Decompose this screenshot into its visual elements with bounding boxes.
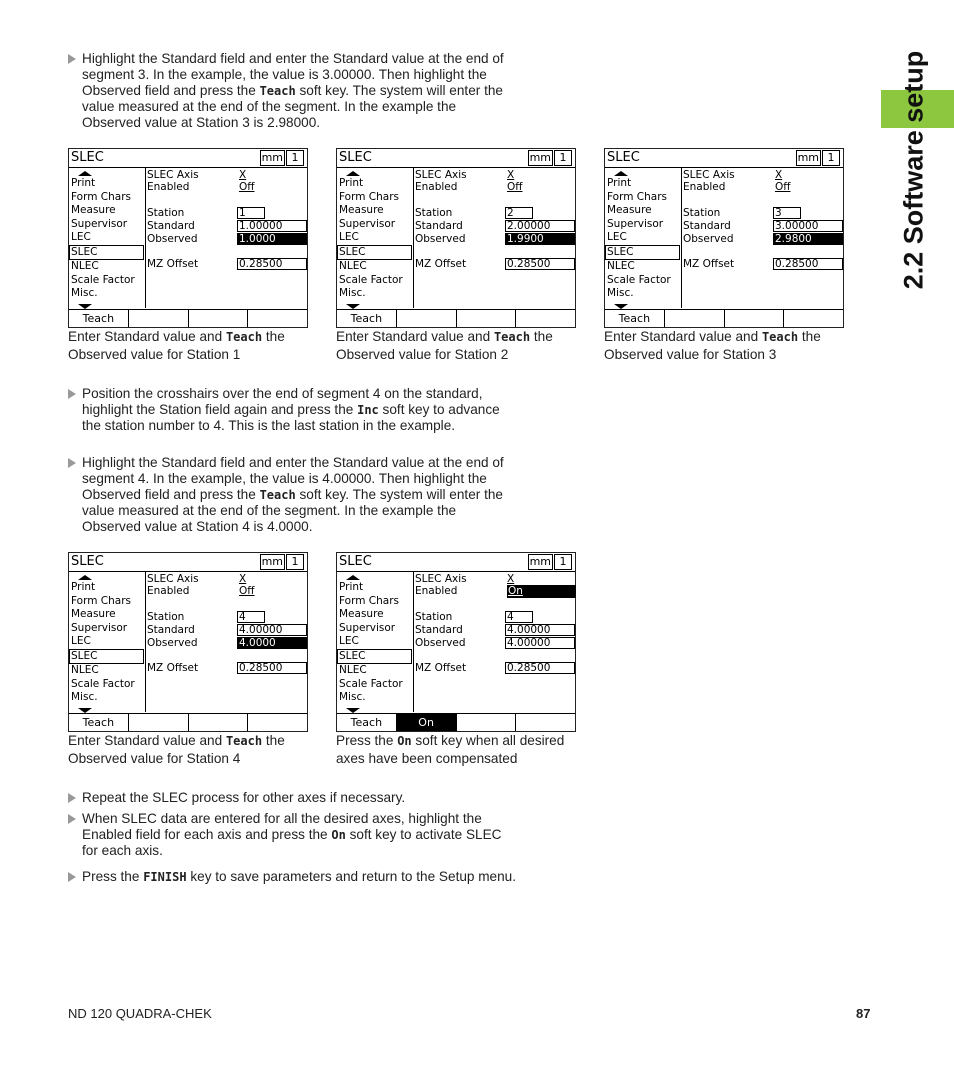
axis-value[interactable]: X (507, 169, 515, 181)
unit-indicator: mm (261, 151, 283, 164)
scroll-up-icon[interactable] (606, 169, 680, 177)
menu-item[interactable]: Print (71, 581, 96, 593)
observed-label: Observed (147, 233, 198, 245)
menu-item[interactable]: Form Chars (71, 190, 131, 203)
menu-item[interactable]: Supervisor (71, 621, 128, 634)
menu-item[interactable]: SLEC (337, 245, 412, 261)
softkey-4[interactable] (784, 310, 843, 327)
axis-value[interactable]: X (239, 169, 247, 181)
observed-label: Observed (683, 233, 734, 245)
station-label: Station (415, 207, 453, 219)
menu-item[interactable]: Scale Factor (607, 273, 671, 286)
slec-axis-label: SLEC Axis (147, 169, 199, 181)
scroll-up-icon[interactable] (70, 573, 144, 581)
mz-offset-label: MZ Offset (147, 258, 199, 270)
menu-item[interactable]: Form Chars (607, 190, 667, 203)
menu-item[interactable]: NLEC (607, 260, 635, 272)
unit-indicator: mm (529, 555, 551, 568)
screen-title: SLEC (339, 554, 372, 569)
mz-offset-field[interactable]: 0.28500 (237, 662, 307, 674)
menu-item[interactable]: Scale Factor (339, 677, 403, 690)
menu-item[interactable]: Misc. (71, 691, 98, 703)
enabled-label: Enabled (415, 181, 458, 193)
instruction-4: Repeat the SLEC process for other axes if necessary. (68, 790, 518, 806)
screen-title: SLEC (607, 150, 640, 165)
screen-caption: Enter Standard value and Teach the Observed value for Station 3 (604, 329, 821, 362)
teach-softkey[interactable]: Teach (337, 714, 397, 731)
screen-title: SLEC (71, 150, 104, 165)
menu-item[interactable]: Form Chars (339, 594, 399, 607)
softkey-3[interactable] (189, 714, 249, 731)
bullet-arrow-icon (68, 814, 76, 824)
softkey-bar (69, 713, 307, 731)
footer-product: ND 120 QUADRA-CHEK (68, 1006, 212, 1021)
enabled-label: Enabled (415, 585, 458, 597)
menu-item[interactable]: Misc. (339, 287, 366, 299)
menu-item[interactable]: Print (339, 177, 364, 189)
mz-offset-label: MZ Offset (415, 662, 467, 674)
softkey-2[interactable] (129, 714, 189, 731)
standard-label: Standard (147, 220, 195, 232)
enabled-field[interactable]: Off (239, 181, 255, 193)
standard-field[interactable]: 1.00000 (237, 220, 307, 232)
slec-axis-label: SLEC Axis (415, 169, 467, 181)
unit-indicator: mm (797, 151, 819, 164)
menu-item[interactable]: Scale Factor (339, 273, 403, 286)
standard-field[interactable]: 4.00000 (505, 624, 575, 636)
softkey-2[interactable] (129, 310, 189, 327)
softkey-2[interactable] (397, 310, 457, 327)
unit-indicator: mm (529, 151, 551, 164)
slec-screen (604, 148, 844, 328)
slec-screen (336, 552, 576, 732)
enabled-label: Enabled (683, 181, 726, 193)
setup-menu (606, 169, 680, 309)
menu-item[interactable]: Form Chars (71, 594, 131, 607)
scroll-down-icon[interactable] (606, 301, 680, 309)
softkey-4[interactable] (516, 714, 575, 731)
bullet-arrow-icon (68, 54, 76, 64)
teach-softkey[interactable]: Teach (69, 714, 129, 731)
observed-label: Observed (415, 233, 466, 245)
station-label: Station (147, 207, 185, 219)
menu-item[interactable]: Supervisor (339, 621, 396, 634)
menu-item[interactable]: NLEC (339, 260, 367, 272)
bullet-arrow-icon (68, 389, 76, 399)
menu-item[interactable]: SLEC (605, 245, 680, 261)
softkey-4[interactable] (248, 714, 307, 731)
axis-number-indicator: 1 (822, 150, 840, 166)
page-number: 87 (856, 1006, 871, 1021)
menu-item[interactable]: Measure (339, 204, 384, 216)
menu-item[interactable]: Measure (71, 608, 116, 620)
softkey-3[interactable] (457, 310, 517, 327)
scroll-up-icon[interactable] (338, 573, 412, 581)
menu-item[interactable]: Print (607, 177, 632, 189)
screen-caption: Press the On soft key when all desired axes have been compensated (336, 733, 565, 766)
instruction-3: Highlight the Standard field and enter the Standard value at the end of segment 4. In the example, the value is 4.00000. Then highlight the Observed field and press the Teach soft key. The system will enter the value measured at the end of the segment. In the example the Observed value at Station 4 is 4.0000. (68, 455, 518, 535)
softkey-bar (605, 309, 843, 327)
enabled-field[interactable]: Off (775, 181, 791, 193)
station-field[interactable]: 3 (773, 207, 801, 219)
menu-item[interactable]: Misc. (607, 287, 634, 299)
enabled-field[interactable]: On (507, 585, 576, 598)
bullet-arrow-icon (68, 793, 76, 803)
station-label: Station (147, 611, 185, 623)
menu-item[interactable]: Measure (71, 204, 116, 216)
menu-item[interactable]: Scale Factor (71, 677, 135, 690)
slec-axis-label: SLEC Axis (415, 573, 467, 585)
softkey-3[interactable] (725, 310, 785, 327)
enabled-field[interactable]: Off (239, 585, 255, 597)
mz-offset-label: MZ Offset (147, 662, 199, 674)
screen-caption: Enter Standard value and Teach the Observed value for Station 1 (68, 329, 285, 362)
softkey-3[interactable] (189, 310, 249, 327)
standard-field[interactable]: 2.00000 (505, 220, 575, 232)
softkey-bar (337, 309, 575, 327)
mz-offset-field[interactable]: 0.28500 (773, 258, 843, 270)
station-field[interactable]: 1 (237, 207, 265, 219)
teach-softkey[interactable]: Teach (605, 310, 665, 327)
setup-menu (70, 573, 144, 713)
enabled-field[interactable]: Off (507, 181, 523, 193)
menu-item[interactable]: LEC (339, 635, 359, 647)
softkey-3[interactable] (457, 714, 517, 731)
instruction-6: Press the FINISH key to save parameters and return to the Setup menu. (68, 869, 518, 885)
slec-screen (68, 148, 308, 328)
scroll-up-icon[interactable] (70, 169, 144, 177)
observed-label: Observed (147, 637, 198, 649)
softkey-4[interactable] (516, 310, 575, 327)
softkey-2[interactable] (665, 310, 725, 327)
screen-title: SLEC (339, 150, 372, 165)
station-label: Station (683, 207, 721, 219)
scroll-down-icon[interactable] (338, 705, 412, 713)
teach-softkey[interactable]: Teach (69, 310, 129, 327)
menu-item[interactable]: Measure (607, 204, 652, 216)
menu-item[interactable]: Supervisor (607, 217, 664, 230)
mz-offset-field[interactable]: 0.28500 (237, 258, 307, 270)
standard-label: Standard (147, 624, 195, 636)
mz-offset-field[interactable]: 0.28500 (505, 258, 575, 270)
menu-item[interactable]: Form Chars (339, 190, 399, 203)
setup-menu (338, 573, 412, 713)
standard-label: Standard (415, 624, 463, 636)
menu-item[interactable]: SLEC (69, 245, 144, 261)
softkey-bar (69, 309, 307, 327)
standard-field[interactable]: 3.00000 (773, 220, 843, 232)
setup-menu (338, 169, 412, 309)
observed-label: Observed (415, 637, 466, 649)
axis-number-indicator: 1 (554, 554, 572, 570)
menu-item[interactable]: SLEC (69, 649, 144, 665)
instruction-5: When SLEC data are entered for all the desired axes, highlight the Enabled field for each axis and press the On soft key to activate SLEC for each axis. (68, 811, 518, 859)
menu-item[interactable]: Measure (339, 608, 384, 620)
station-label: Station (415, 611, 453, 623)
mz-offset-label: MZ Offset (415, 258, 467, 270)
observed-field[interactable]: 4.0000 (237, 637, 307, 649)
menu-item[interactable]: Supervisor (71, 217, 128, 230)
axis-value[interactable]: X (239, 573, 247, 585)
softkey-2[interactable]: On (397, 714, 457, 731)
menu-item[interactable]: Supervisor (339, 217, 396, 230)
softkey-4[interactable] (248, 310, 307, 327)
standard-field[interactable]: 4.00000 (237, 624, 307, 636)
station-field[interactable]: 4 (237, 611, 265, 623)
bullet-arrow-icon (68, 458, 76, 468)
menu-item[interactable]: LEC (339, 231, 359, 243)
slec-axis-label: SLEC Axis (683, 169, 735, 181)
axis-number-indicator: 1 (286, 150, 304, 166)
menu-item[interactable]: NLEC (71, 260, 99, 272)
bullet-arrow-icon (68, 872, 76, 882)
station-field[interactable]: 4 (505, 611, 533, 623)
softkey-bar (337, 713, 575, 731)
menu-item[interactable]: Print (339, 581, 364, 593)
menu-item[interactable]: Scale Factor (71, 273, 135, 286)
slec-screen (68, 552, 308, 732)
scroll-down-icon[interactable] (70, 301, 144, 309)
axis-number-indicator: 1 (286, 554, 304, 570)
scroll-up-icon[interactable] (338, 169, 412, 177)
menu-item[interactable]: LEC (607, 231, 627, 243)
menu-item[interactable]: LEC (71, 635, 91, 647)
menu-item[interactable]: Misc. (339, 691, 366, 703)
enabled-label: Enabled (147, 585, 190, 597)
axis-number-indicator: 1 (554, 150, 572, 166)
menu-item[interactable]: LEC (71, 231, 91, 243)
instruction-1: Highlight the Standard field and enter the Standard value at the end of segment 3. In the example, the value is 3.00000. Then highlight the Observed field and press the Teach soft key. The system will enter the value measured at the end of the segment. In the example the Observed value at Station 3 is 2.98000. (68, 51, 518, 131)
menu-item[interactable]: NLEC (339, 664, 367, 676)
station-field[interactable]: 2 (505, 207, 533, 219)
menu-item[interactable]: SLEC (337, 649, 412, 665)
mz-offset-label: MZ Offset (683, 258, 735, 270)
screen-caption: Enter Standard value and Teach the Observed value for Station 4 (68, 733, 285, 766)
observed-field[interactable]: 4.00000 (505, 637, 575, 649)
screen-caption: Enter Standard value and Teach the Observed value for Station 2 (336, 329, 553, 362)
axis-value[interactable]: X (507, 573, 515, 585)
scroll-down-icon[interactable] (70, 705, 144, 713)
observed-field[interactable]: 1.9900 (505, 233, 575, 245)
menu-item[interactable]: NLEC (71, 664, 99, 676)
axis-value[interactable]: X (775, 169, 783, 181)
menu-item[interactable]: Misc. (71, 287, 98, 299)
menu-item[interactable]: Print (71, 177, 96, 189)
instruction-2: Position the crosshairs over the end of segment 4 on the standard, highlight the Station field again and press the Inc soft key to advance the station number to 4. This is the last station in the example. (68, 386, 518, 434)
setup-menu (70, 169, 144, 309)
teach-softkey[interactable]: Teach (337, 310, 397, 327)
scroll-down-icon[interactable] (338, 301, 412, 309)
screen-title: SLEC (71, 554, 104, 569)
slec-axis-label: SLEC Axis (147, 573, 199, 585)
slec-screen (336, 148, 576, 328)
unit-indicator: mm (261, 555, 283, 568)
observed-field[interactable]: 2.9800 (773, 233, 843, 245)
enabled-label: Enabled (147, 181, 190, 193)
mz-offset-field[interactable]: 0.28500 (505, 662, 575, 674)
observed-field[interactable]: 1.0000 (237, 233, 307, 245)
section-title: 2.2 Software setup (898, 50, 929, 290)
standard-label: Standard (415, 220, 463, 232)
standard-label: Standard (683, 220, 731, 232)
